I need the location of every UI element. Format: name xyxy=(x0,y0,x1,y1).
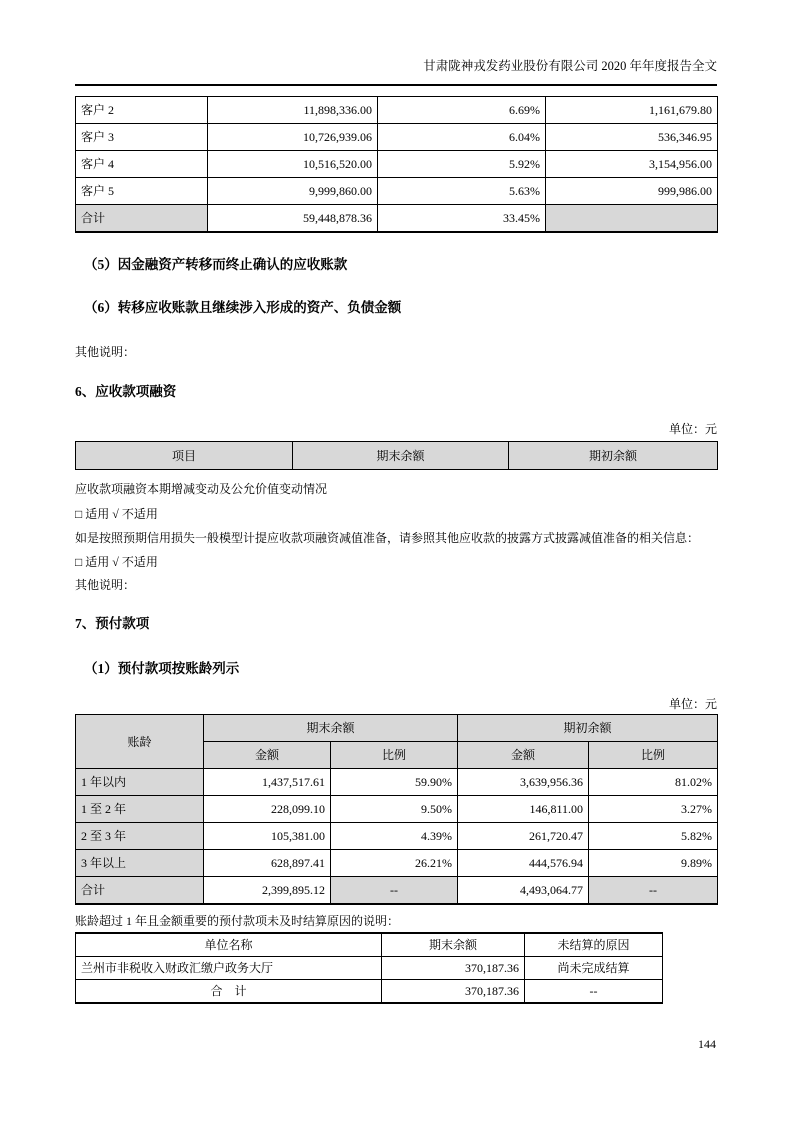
customer-concentration-table xyxy=(75,96,718,233)
customer-amount: 10,726,939.06 xyxy=(208,124,378,151)
end-amount: 228,099.10 xyxy=(204,796,331,823)
total-initial xyxy=(546,205,718,233)
end-ratio: 59.90% xyxy=(331,769,458,796)
subheader-amount-begin: 金额 xyxy=(458,742,589,769)
prepayments-aging-table xyxy=(75,714,718,905)
section-5-heading: （5）因金融资产转移而终止确认的应收账款 xyxy=(84,257,348,272)
begin-amount: 3,639,956.36 xyxy=(458,769,589,796)
aging-settlement-note: 账龄超过 1 年且金额重要的预付款项未及时结算原因的说明： xyxy=(75,914,400,928)
header-ending-balance: 期末余额 xyxy=(382,933,525,957)
aging-label: 2 至 3 年 xyxy=(76,823,204,850)
begin-ratio: 9.89% xyxy=(589,850,718,877)
aging-label: 1 年以内 xyxy=(76,769,204,796)
header-item: 项目 xyxy=(76,442,293,470)
applicable-line-2: □ 适用 √ 不适用 xyxy=(75,555,158,569)
end-ratio: 9.50% xyxy=(331,796,458,823)
unit-label-1: 单位：元 xyxy=(668,422,717,436)
begin-ratio: 5.82% xyxy=(589,823,718,850)
end-ratio: 26.21% xyxy=(331,850,458,877)
total-end-ratio: -- xyxy=(331,877,458,905)
unit-amount: 370,187.36 xyxy=(382,957,525,980)
applicable-line-1: □ 适用 √ 不适用 xyxy=(75,507,158,521)
customer-label: 客户 3 xyxy=(76,124,208,151)
page-number: 144 xyxy=(698,1037,716,1051)
subheader-ratio-begin: 比例 xyxy=(589,742,718,769)
table-row xyxy=(76,796,718,823)
begin-amount: 146,811.00 xyxy=(458,796,589,823)
begin-ratio: 3.27% xyxy=(589,796,718,823)
customer-initial: 1,161,679.80 xyxy=(546,97,718,124)
prepayments-sub-heading: （1）预付款项按账龄列示 xyxy=(84,661,240,676)
aging-label: 3 年以上 xyxy=(76,850,204,877)
begin-amount: 261,720.47 xyxy=(458,823,589,850)
header-ending-balance: 期末余额 xyxy=(204,715,458,742)
header-beginning-balance: 期初余额 xyxy=(458,715,718,742)
header-ending-balance: 期末余额 xyxy=(293,442,509,470)
table-row xyxy=(76,769,718,796)
aging-label: 1 至 2 年 xyxy=(76,796,204,823)
customer-ratio: 5.92% xyxy=(378,151,546,178)
header-title: 甘肃陇神戎发药业股份有限公司 2020 年年度报告全文 xyxy=(423,59,717,73)
end-amount: 1,437,517.61 xyxy=(204,769,331,796)
customer-amount: 11,898,336.00 xyxy=(208,97,378,124)
total-begin-amount: 4,493,064.77 xyxy=(458,877,589,905)
table-header-row xyxy=(76,933,663,957)
total-amount: 370,187.36 xyxy=(382,980,525,1004)
customer-ratio: 5.63% xyxy=(378,178,546,205)
financing-change-note: 应收款项融资本期增减变动及公允价值变动情况 xyxy=(75,482,328,496)
table-header-row xyxy=(76,442,718,470)
end-ratio: 4.39% xyxy=(331,823,458,850)
total-ratio: 33.45% xyxy=(378,205,546,233)
section-6-heading: （6）转移应收账款且继续涉入形成的资产、负债金额 xyxy=(84,300,402,315)
table-row xyxy=(76,97,718,124)
customer-label: 客户 5 xyxy=(76,178,208,205)
table-row xyxy=(76,151,718,178)
end-amount: 628,897.41 xyxy=(204,850,331,877)
table-row xyxy=(76,124,718,151)
table-header-row xyxy=(76,715,718,742)
unit-label-2: 单位：元 xyxy=(668,697,717,711)
customer-label: 客户 4 xyxy=(76,151,208,178)
customer-ratio: 6.69% xyxy=(378,97,546,124)
subheader-ratio-end: 比例 xyxy=(331,742,458,769)
table-row xyxy=(76,823,718,850)
customer-initial: 536,346.95 xyxy=(546,124,718,151)
table-total-row xyxy=(76,205,718,233)
header-unsettled-reason: 未结算的原因 xyxy=(525,933,663,957)
total-end-amount: 2,399,895.12 xyxy=(204,877,331,905)
customer-initial: 999,986.00 xyxy=(546,178,718,205)
unit-reason: 尚未完成结算 xyxy=(525,957,663,980)
subheader-amount-end: 金额 xyxy=(204,742,331,769)
table-row xyxy=(76,178,718,205)
customer-amount: 9,999,860.00 xyxy=(208,178,378,205)
table-total-row xyxy=(76,877,718,905)
total-reason: -- xyxy=(525,980,663,1004)
unit-name: 兰州市非税收入财政汇缴户政务大厅 xyxy=(76,957,382,980)
table-row xyxy=(76,957,663,980)
other-notes-label-1: 其他说明： xyxy=(75,345,136,359)
customer-initial: 3,154,956.00 xyxy=(546,151,718,178)
receivables-financing-heading: 6、应收款项融资 xyxy=(75,384,177,399)
financing-impairment-note: 如是按照预期信用损失一般模型计提应收款项融资减值准备，请参照其他应收款的披露方式披露减值准备的相关信息： xyxy=(75,531,700,545)
begin-ratio: 81.02% xyxy=(589,769,718,796)
table-total-row xyxy=(76,980,663,1004)
other-notes-label-2: 其他说明： xyxy=(75,578,136,592)
header-aging: 账龄 xyxy=(76,715,204,769)
unsettled-prepayments-table xyxy=(75,932,663,1004)
prepayments-heading: 7、预付款项 xyxy=(75,616,150,631)
header-beginning-balance: 期初余额 xyxy=(509,442,718,470)
total-label: 合 计 xyxy=(76,980,382,1004)
customer-amount: 10,516,520.00 xyxy=(208,151,378,178)
total-label: 合计 xyxy=(76,205,208,233)
customer-label: 客户 2 xyxy=(76,97,208,124)
receivables-financing-table xyxy=(75,441,718,470)
customer-ratio: 6.04% xyxy=(378,124,546,151)
total-begin-ratio: -- xyxy=(589,877,718,905)
total-amount: 59,448,878.36 xyxy=(208,205,378,233)
document-header xyxy=(75,0,717,86)
begin-amount: 444,576.94 xyxy=(458,850,589,877)
total-label: 合计 xyxy=(76,877,204,905)
header-unit-name: 单位名称 xyxy=(76,933,382,957)
end-amount: 105,381.00 xyxy=(204,823,331,850)
table-row xyxy=(76,850,718,877)
